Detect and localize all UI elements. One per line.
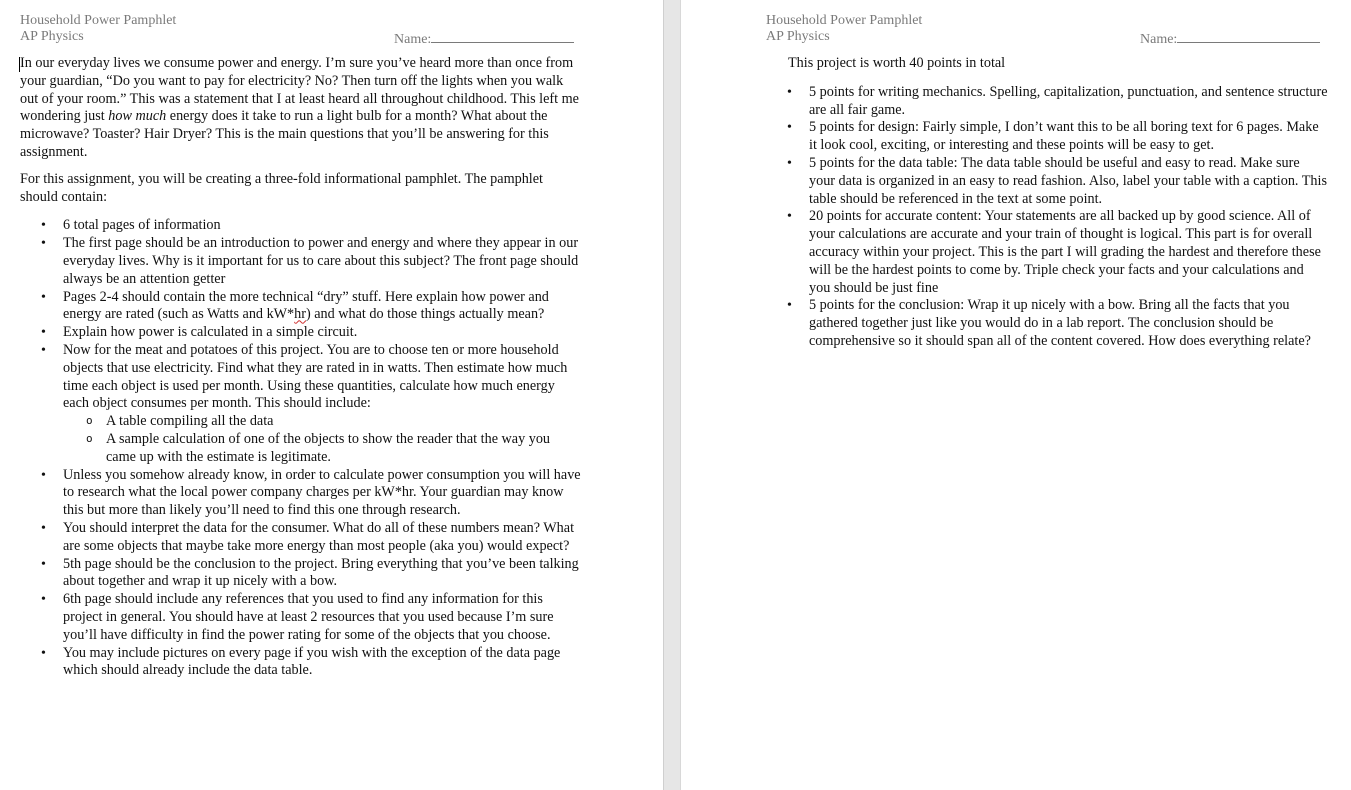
- rubric-item: • 5 points for writing mechanics. Spelling, capitalization, punctuation, and sentence structure are all fair game.: [766, 84, 1328, 120]
- rubric-item: • 20 points for accurate content: Your statements are all backed up by good science. All of your calculations are accurate and your train of thought is logical. This part is for overall accuracy within your project. This is the part I will grading the hardest and therefore these will be the hardest points to come by. Triple check your facts and your calculations and you should be just fine: [766, 208, 1328, 297]
- list-item: [20, 289, 582, 325]
- page-2-body: [766, 55, 1328, 351]
- name-field: [394, 29, 574, 48]
- list-item: • You may include pictures on every page if you wish with the exception of the data page which should already include the data table.: [20, 645, 582, 681]
- list-item: • Explain how power is calculated in a simple circuit.: [20, 324, 582, 342]
- points-intro: This project is worth 40 points in total: [788, 55, 1006, 71]
- list-item: [20, 342, 582, 467]
- rubric-item: • 5 points for design: Fairly simple, I don’t want this to be all boring text for 6 pages. Make it look cool, exciting, or interesting and these points will be easy to get.: [766, 119, 1328, 155]
- list-item: • 6 total pages of information: [20, 217, 582, 235]
- sub-list: [63, 413, 582, 466]
- document-page-2[interactable]: [681, 0, 1351, 790]
- rubric-item: • 5 points for the data table: The data table should be useful and easy to read. Make sure your data is organized in an easy to read fashion. Also, label your table with a caption. This table should be referenced in the text at some point.: [766, 155, 1328, 208]
- list-item-text: ) and what do those things actually mean?: [305, 306, 545, 323]
- name-blank-line: [431, 29, 574, 43]
- list-item: • 6th page should include any references that you used to find any information for this project in general. You should have at least 2 resources that you used because I’m sure you’ll have difficulty in find the power rating for some of the objects that you choose.: [20, 591, 582, 644]
- intro-paragraph[interactable]: [20, 55, 582, 162]
- list-item-text: Pages 2-4 should contain the more technical “dry” stuff. Here explain how power and energy are rated (such as Watts and kW*: [63, 288, 549, 323]
- list-item: • 5th page should be the conclusion to the project. Bring everything that you’ve been talking about together and wrap it up nicely with a bow.: [20, 556, 582, 592]
- sub-list-item: o A table compiling all the data: [63, 413, 582, 431]
- name-field: [1140, 29, 1320, 48]
- requirements-list: [20, 217, 582, 680]
- intro-emphasis: how much: [108, 108, 167, 125]
- page-gutter: [663, 0, 681, 790]
- header-course: AP Physics: [766, 29, 830, 44]
- header-title: Household Power Pamphlet: [766, 13, 923, 28]
- header-title: Household Power Pamphlet: [20, 13, 177, 28]
- list-item: • The first page should be an introduction to power and energy and where they appear in our everyday lives. Why is it important for us to care about this subject? The front page should always be an attention getter: [20, 235, 582, 288]
- rubric-item: • 5 points for the conclusion: Wrap it up nicely with a bow. Bring all the facts that you gathered together just like you would do in a lab report. The conclusion should be comprehensive so it should span all of the content covered. How does everything relate?: [766, 297, 1328, 350]
- name-label: Name:: [394, 32, 432, 47]
- intro-text-part-1: In our everyday lives we consume power and energy. I’m sure you’ve heard more than once from your guardian, “Do you want to pay for electricity? No? Then turn off the lights when you walk out of your room.” This was a statement that I at least heard all throughout childhood. This left me wondering just: [20, 55, 579, 125]
- text-cursor: [19, 57, 20, 72]
- document-page-1[interactable]: [0, 0, 663, 790]
- rubric-list: [766, 84, 1328, 351]
- page-header: [766, 13, 922, 45]
- page-1-body: [20, 55, 582, 680]
- list-item: • Unless you somehow already know, in order to calculate power consumption you will have to research what the local power company charges per kW*hr. Your guardian may know this but more than likely you’ll need to find this one through research.: [20, 467, 582, 520]
- intro-text-part-2: energy does it take to run a light bulb for a month? What about the microwave? Toaster? Hair Dryer? This is the main questions that you’ll be answering for this assignment.: [20, 108, 549, 160]
- list-item: • You should interpret the data for the consumer. What do all of these numbers mean? What are some objects that maybe take more energy than most people (aka you) would expect?: [20, 520, 582, 556]
- name-label: Name:: [1140, 32, 1178, 47]
- assignment-paragraph: For this assignment, you will be creating a three-fold informational pamphlet. The pamphlet should contain:: [20, 170, 543, 205]
- sub-list-item: o A sample calculation of one of the objects to show the reader that the way you came up with the estimate is legitimate.: [63, 431, 582, 467]
- spelling-error-word[interactable]: hr: [294, 306, 306, 323]
- name-blank-line: [1177, 29, 1320, 43]
- header-course: AP Physics: [20, 29, 84, 44]
- page-header: [20, 13, 176, 45]
- list-item-text: Now for the meat and potatoes of this project. You are to choose ten or more household objects that use electricity. Find what they are rated in in watts. Then estimate how much time each object is used per month. Using these quantities, calculate how much energy each object consumes per month. This should include:: [63, 341, 568, 412]
